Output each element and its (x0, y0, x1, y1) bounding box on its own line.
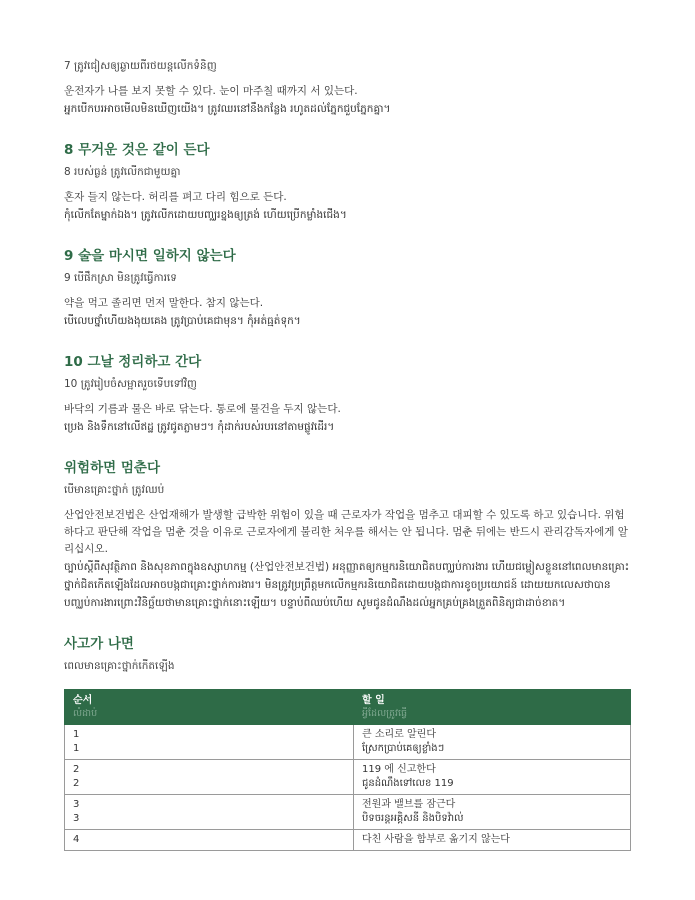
row-4-order (65, 830, 354, 851)
row-4-order-korean: 4 (73, 834, 80, 845)
row-1-task (354, 725, 631, 760)
intro-body-khmer: អ្នកបើកបរអាចមើលមិនឃើញយើង។ ត្រូវឈរនៅនឹងកន្លែង រហូតដល់ភ្នែកជួបភ្នែកគ្នា។ (64, 103, 391, 115)
section-stop-work (64, 458, 631, 612)
stop-work-title: 위험하면 멈춘다 (64, 460, 160, 476)
table-row (65, 795, 631, 830)
row-3-order (65, 795, 354, 830)
row-4-task-korean: 다친 사람을 함부로 옮기지 않는다 (362, 834, 510, 845)
header-order-korean: 순서 (73, 695, 93, 706)
table-row (65, 830, 631, 851)
section-9-title: 9 술을 마시면 일하지 않는다 (64, 248, 236, 264)
row-2-order-korean: 2 (73, 764, 80, 775)
section-9-body-khmer: បើលេបថ្នាំហើយងងុយគេង ត្រូវប្រាប់គេជាមុន។ កុំអត់ធ្មត់ទុក។ (64, 315, 301, 327)
intro-heading: 7 ត្រូវជៀសឲ្យឆ្ងាយពីរថយន្តលើកទំនិញ (64, 60, 217, 72)
header-order (65, 690, 354, 725)
section-10-body-korean: 바닥의 기름과 물은 바로 닦는다. 통로에 물건을 두지 않는다. (64, 403, 341, 415)
accident-title: 사고가 나면 (64, 636, 134, 652)
section-10-body-khmer: ប្រេង និងទឹកនៅលើឥដ្ឋ ត្រូវជូតភ្លាមៗ។ កុំដាក់របស់របរនៅតាមផ្លូវដើរ។ (64, 421, 335, 433)
row-2-task-korean: 119 에 신고한다 (362, 764, 436, 775)
row-3-order-khmer: 3 (73, 813, 80, 824)
row-1-task-korean: 큰 소리로 알린다 (362, 729, 436, 740)
section-8-body-khmer: កុំលើកតែម្នាក់ឯង។ ត្រូវលើកដោយបញ្ឈរខ្នងឲ្យត្រង់ ហើយប្រើកម្លាំងជើង។ (64, 209, 347, 221)
header-task-khmer: អ្វីដែលត្រូវធ្វើ (362, 708, 408, 719)
row-3-task (354, 795, 631, 830)
row-2-order-khmer: 2 (73, 778, 80, 789)
section-9 (64, 246, 631, 330)
row-3-task-korean: 전원과 밸브를 잠근다 (362, 799, 456, 810)
section-accident (64, 634, 631, 851)
header-order-khmer: លំដាប់ (73, 708, 98, 719)
row-3-task-khmer: បិទចរន្តអគ្គិសនី និងបិទវ៉ាល់ (362, 813, 464, 824)
section-10-subtitle: 10 ត្រូវរៀបចំសម្អាតរួចទើបទៅវិញ (64, 378, 197, 390)
row-1-order-khmer: 1 (73, 743, 80, 754)
intro-block (64, 58, 631, 118)
row-2-task-khmer: ជូនដំណឹងទៅលេខ 119 (362, 778, 454, 789)
section-9-body-korean: 약을 먹고 졸리면 먼저 말한다. 참지 않는다. (64, 297, 264, 309)
header-task-korean: 할 일 (362, 695, 385, 706)
section-8-body-korean: 혼자 들지 않는다. 허리를 펴고 다리 힘으로 든다. (64, 191, 287, 203)
row-1-task-khmer: ស្រែកប្រាប់គេឲ្យខ្លាំងៗ (362, 743, 445, 754)
row-1-order-korean: 1 (73, 729, 80, 740)
section-8-subtitle: 8 របស់ធ្ងន់ ត្រូវលើកជាមួយគ្នា (64, 166, 181, 178)
section-10-title: 10 그날 정리하고 간다 (64, 354, 202, 370)
row-2-order (65, 760, 354, 795)
section-8 (64, 140, 631, 224)
table-row (65, 760, 631, 795)
stop-work-body-khmer: ច្បាប់ស្ដីពីសុវត្ថិភាព និងសុខភាពក្នុងឧស្សាហកម្ម (산업안전보건법) អនុញ្ញាតឲ្យកម្មករនិយោជិតបញ្ឈប់ការងារ ហើយជម្លៀសខ្លួននៅពេលមានគ្រោះថ្នាក់ជិតកើតឡើងដែលអាចបង្កជាគ្រោះថ្នាក់ការងារ។ មិនត្រូវប្រព្រឹត្តមកលើកម្មករនិយោជិតដោយបង្កជាការខូចប្រយោជន៍ ដោយយកលេសថាបានបញ្ឈប់ការងារព្រោះវិនិច្ឆ័យថាមានគ្រោះថ្នាក់នោះឡើយ។ បន្ទាប់ពីឈប់ហើយ សូមជូនដំណឹងដល់អ្នកគ្រប់គ្រងត្រួតពិនិត្យជាដាច់ខាត។ (64, 561, 630, 609)
row-3-order-korean: 3 (73, 799, 80, 810)
table-header-row (65, 690, 631, 725)
stop-work-body-korean: 산업안전보건법은 산업재해가 발생할 급박한 위험이 있을 때 근로자가 작업을 멈추고 대피할 수 있도록 하고 있습니다. 위험하다고 판단해 작업을 멈춘 것을 이유로 근로자에게 불리한 처우를 해서는 안 됩니다. 멈춘 뒤에는 반드시 관리감독자에게 알리십시오. (64, 509, 628, 555)
section-10 (64, 352, 631, 436)
row-4-task (354, 830, 631, 851)
table-row (65, 725, 631, 760)
row-2-task (354, 760, 631, 795)
section-9-subtitle: 9 បើផឹកស្រា មិនត្រូវធ្វើការទេ (64, 272, 177, 284)
row-1-order (65, 725, 354, 760)
section-8-title: 8 무거운 것은 같이 든다 (64, 142, 210, 158)
stop-work-subtitle: បើមានគ្រោះថ្នាក់ ត្រូវឈប់ (64, 484, 165, 496)
accident-steps-table (64, 689, 631, 851)
intro-body-korean: 운전자가 나를 보지 못할 수 있다. 눈이 마주칠 때까지 서 있는다. (64, 85, 358, 97)
header-task (354, 690, 631, 725)
accident-subtitle: ពេលមានគ្រោះថ្នាក់កើតឡើង (64, 660, 175, 672)
